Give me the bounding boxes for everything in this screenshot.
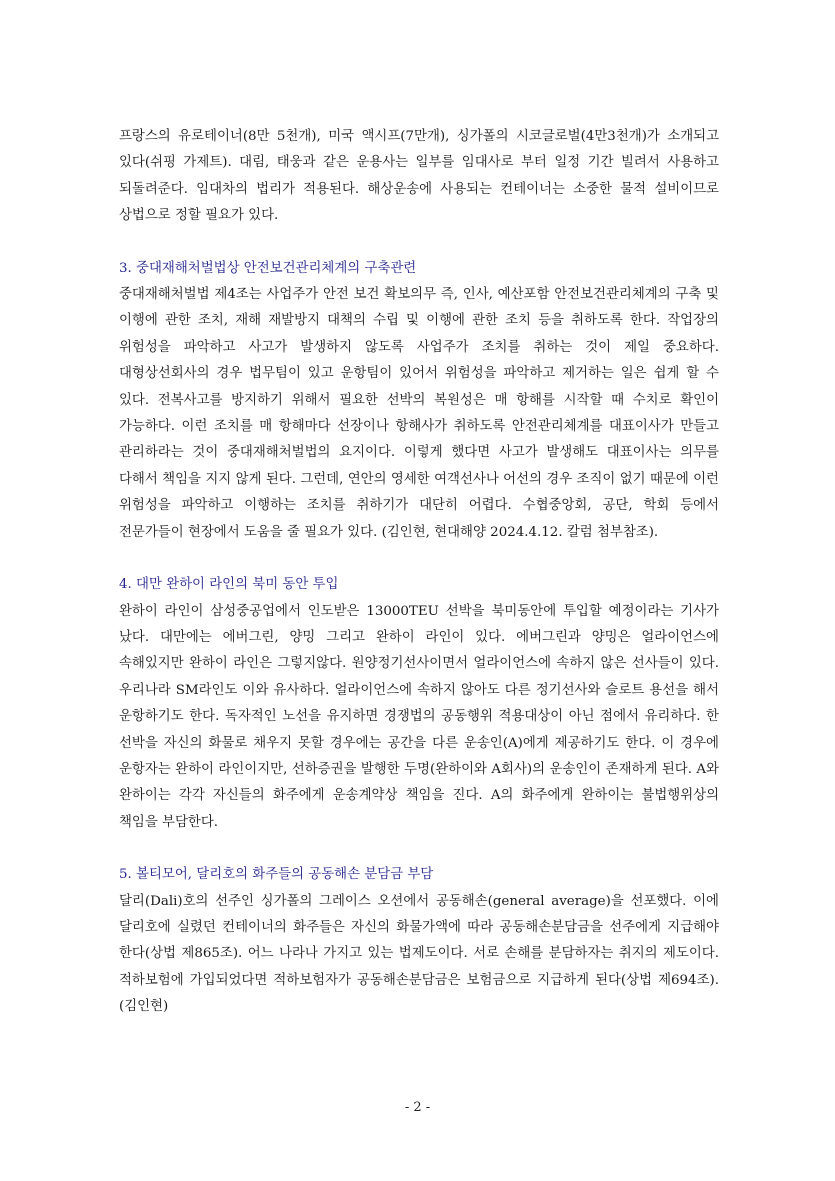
intro-paragraph: 프랑스의 유로테이너(8만 5천개), 미국 액시프(7만개), 싱가폴의 시코글로벌(4만3천개)가 소개되고 있다(쉬핑 가제트). 대림, 태웅과 같은 운용사는 일부를 임대사로 부터 일정 기간 빌려서 사용하고 되돌려준다. 임대차의 법리가 적용된다. 해상운송에 사용되는 컨테이너는 소중한 물적 설비이므로 상법으로 정할 필요가 있다. — [119, 129, 719, 224]
section-body: 완하이 라인이 삼성중공업에서 인도받은 13000TEU 선박을 북미동안에 투입할 예정이라는 기사가 났다. 대만에는 에버그린, 양밍 그리고 완하이 라인이 있다. 에버그린과 양밍은 얼라이언스에 속해있지만 완하이 라인은 그렇지않다. 원양정기선사이면서 얼라이언스에 속하지 않은 선사들이 있다. 우리나라 SM라인도 이와 유사하다. 얼라이언스에 속하지 않아도 다른 정기선사와 슬로트 용선을 해서 운항하기도 한다. 독자적인 노선을 유지하면 경쟁법의 공동행위 적용대상이 아닌 점에서 유리하다. 한 선박을 자신의 화물로 채우지 못할 경우에는 공간을 다른 운송인(A)에게 제공하기도 한다. 이 경우에 운항자는 완하이 라인이지만, 선하증권을 발행한 두명(완하이와 A회사)의 운송인이 존재하게 된다. A와 완하이는 각각 자신들의 화주에게 운송계약상 책임을 진다. A의 화주에게 완하이는 불법행위상의 책임을 부담한다. — [119, 603, 719, 830]
page-number: - 2 - — [404, 1100, 431, 1115]
section-body: 중대재해처벌법 제4조는 사업주가 안전 보건 확보의무 즉, 인사, 예산포함 안전보건관리체계의 구축 및 이행에 관한 조치, 재해 재발방지 대책의 수립 및 이행에 관한 조치 등을 취하도록 한다. 작업장의 위험성을 파악하고 사고가 발생하지 않도록 사업주가 조치를 취하는 것이 제일 중요하다. 대형상선회사의 경우 법무팀이 있고 운항팀이 있어서 위험성을 파악하고 제거하는 일은 쉽게 할 수 있다. 전복사고를 방지하기 위해서 필요한 선박의 복원성은 매 항해를 시작할 때 수치로 확인이 가능하다. 이런 조치를 매 항해마다 선장이나 항해사가 취하도록 안전관리체계를 대표이사가 만들고 관리하라는 것이 중대재해처벌법의 요지이다. 이렇게 했다면 사고가 발생해도 대표이사는 의무를 다해서 책임을 지지 않게 된다. 그런데, 연안의 영세한 여객선사나 어선의 경우 조직이 없기 때문에 이런 위험성을 파악하고 이행하는 조치를 취하기가 대단히 어렵다. 수협중앙회, 공단, 학회 등에서 전문가들이 현장에서 도움을 줄 필요가 있다. (김인현, 현대해양 2024.4.12. 칼럼 첨부참조). — [119, 287, 719, 540]
section-heading: 3. 중대재해처벌법상 안전보건관리체계의 구축관련 — [119, 260, 417, 276]
section-heading: 4. 대만 완하이 라인의 북미 동안 투입 — [119, 577, 339, 593]
section-body: 달리(Dali)호의 선주인 싱가폴의 그레이스 오션에서 공동해손(general average)을 선포했다. 이에 달리호에 실렸던 컨테이너의 화주들은 자신의 화물가액에 따라 공동해손분담금을 선주에게 지급해야 한다(상법 제865조). 어느 나라나 가지고 있는 법제도이다. 서로 손해를 분담하자는 취지의 제도이다. 적하보험에 가입되었다면 적하보험자가 공동해손분담금은 보험금으로 지급하게 된다(상법 제694조). (김인현) — [119, 893, 719, 1015]
section-heading: 5. 볼티모어, 달리호의 화주들의 공동해손 분담금 부담 — [119, 867, 434, 883]
section-3 — [119, 256, 719, 546]
section-5 — [119, 862, 719, 1020]
section-4 — [119, 572, 719, 836]
document-body — [119, 124, 719, 1021]
